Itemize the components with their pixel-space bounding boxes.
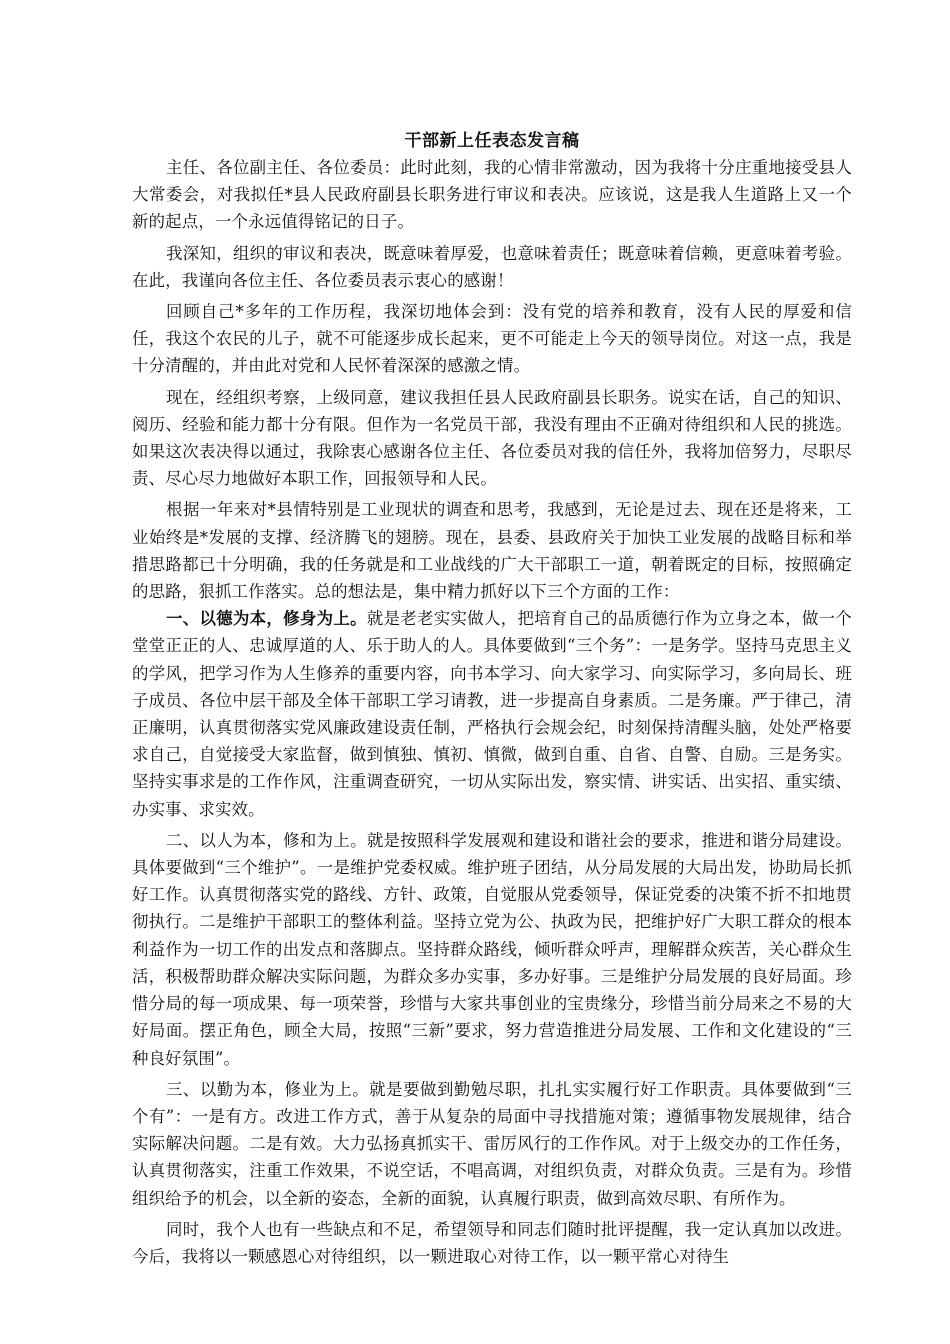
paragraph	[132, 605, 852, 823]
paragraph-text: 我深知，组织的审议和表决，既意味着厚爱，也意味着责任；既意味着信赖，更意味着考验。在此，我谨向各位主任、各位委员表示衷心的感谢！	[132, 243, 852, 290]
document-title: 干部新上任表态发言稿	[404, 131, 580, 151]
paragraph-text: 现在，经组织考察，上级同意，建议我担任县人民政府副县长职务。说实在话，自己的知识、阅历、经验和能力都十分有限。但作为一名党员干部，我没有理由不正确对待组织和人民的挑选。如果这次表决得以通过，我除衷心感谢各位主任、各位委员对我的信任外，我将加倍努力，尽职尽责、尽心尽力地做好本职工作，回报领导和人民。	[132, 387, 852, 489]
paragraph-text: 就是老老实实做人，把培育自己的品质德行作为立身之本，做一个堂堂正正的人、忠诚厚道的人、乐于助人的人。具体要做到“三个务”：一是务学。坚持马克思主义的学风，把学习作为人生修养的重要内容，向书本学习、向大家学习、向实际学习，多向局长、班子成员、各位中层干部及全体干部职工学习请教，进一步提高自身素质。二是务廉。严于律己，清正廉明，认真贯彻落实党风廉政建设责任制，严格执行会规会纪，时刻保持清醒头脑，处处严格要求自己，自觉接受大家监督，做到慎独、慎初、慎微，做到自重、自省、自警、自励。三是务实。坚持实事求是的工作作风，注重调查研究，一切从实际出发，察实情、讲实话、出实招、重实绩、办实事、求实效。	[132, 609, 852, 819]
paragraph	[132, 154, 852, 236]
paragraph	[132, 384, 852, 493]
paragraph	[132, 298, 852, 380]
paragraph-text: 根据一年来对*县情特别是工业现状的调查和思考，我感到，无论是过去、现在还是将来，工业始终是*发展的支撑、经济腾飞的翅膀。现在，县委、县政府关于加快工业发展的战略目标和举措思路都已十分明确，我的任务就是和工业战线的广大干部职工一道，朝着既定的目标，按照确定的思路，狠抓工作落实。总的想法是，集中精力抓好以下三个方面的工作：	[132, 500, 852, 602]
paragraph-text: 主任、各位副主任、各位委员：此时此刻，我的心情非常激动，因为我将十分庄重地接受县人大常委会，对我拟任*县人民政府副县长职务进行审议和表决。应该说，这是我人生道路上又一个新的起点，一个永远值得铭记的日子。	[132, 158, 852, 232]
paragraph-text: 同时，我个人也有一些缺点和不足，希望领导和同志们随时批评提醒，我一定认真加以改进。今后，我将以一颗感恩心对待组织，以一颗进取心对待工作，以一颗平常心对待生	[132, 1219, 852, 1266]
paragraph	[132, 1216, 852, 1270]
paragraph	[132, 240, 852, 294]
paragraph	[132, 827, 852, 1072]
document-body	[132, 128, 852, 1270]
paragraph-text: 三、以勤为本，修业为上。就是要做到勤勉尽职，扎扎实实履行好工作职责。具体要做到“三个有”：一是有方。改进工作方式，善于从复杂的局面中寻找措施对策；遵循事物发展规律，结合实际解决问题。二是有效。大力弘扬真抓实干、雷厉风行的工作作风。对于上级交办的工作任务，认真贯彻落实，注重工作效果，不说空话，不唱高调，对组织负责，对群众负责。三是有为。珍惜组织给予的机会，以全新的姿态，全新的面貌，认真履行职责，做到高效尽职、有所作为。	[132, 1079, 852, 1208]
paragraph	[132, 496, 852, 605]
section-heading-virtue: 一、以德为本，修身为上。	[166, 609, 367, 629]
paragraph-text: 二、以人为本，修和为上。就是按照科学发展观和建设和谐社会的要求，推进和谐分局建设。具体要做到“三个维护”。一是维护党委权威。维护班子团结，从分局发展的大局出发，协助局长抓好工作。认真贯彻落实党的路线、方针、政策，自觉服从党委领导，保证党委的决策不折不扣地贯彻执行。二是维护干部职工的整体利益。坚持立党为公、执政为民，把维护好广大职工群众的根本利益作为一切工作的出发点和落脚点。坚持群众路线，倾听群众呼声，理解群众疾苦，关心群众生活，积极帮助群众解决实际问题，为群众多办实事，多办好事。三是维护分局发展的良好局面。珍惜分局的每一项成果、每一项荣誉，珍惜与大家共事创业的宝贵缘分，珍惜当前分局来之不易的大好局面。摆正角色，顾全大局，按照“三新”要求，努力营造推进分局发展、工作和文化建设的“三种良好氛围”。	[132, 830, 852, 1068]
paragraph-text: 回顾自己*多年的工作历程，我深切地体会到：没有党的培养和教育，没有人民的厚爱和信任，我这个农民的儿子，就不可能逐步成长起来，更不可能走上今天的领导岗位。对这一点，我是十分清醒的，并由此对党和人民怀着深深的感激之情。	[132, 302, 852, 376]
paragraph	[132, 1076, 852, 1212]
